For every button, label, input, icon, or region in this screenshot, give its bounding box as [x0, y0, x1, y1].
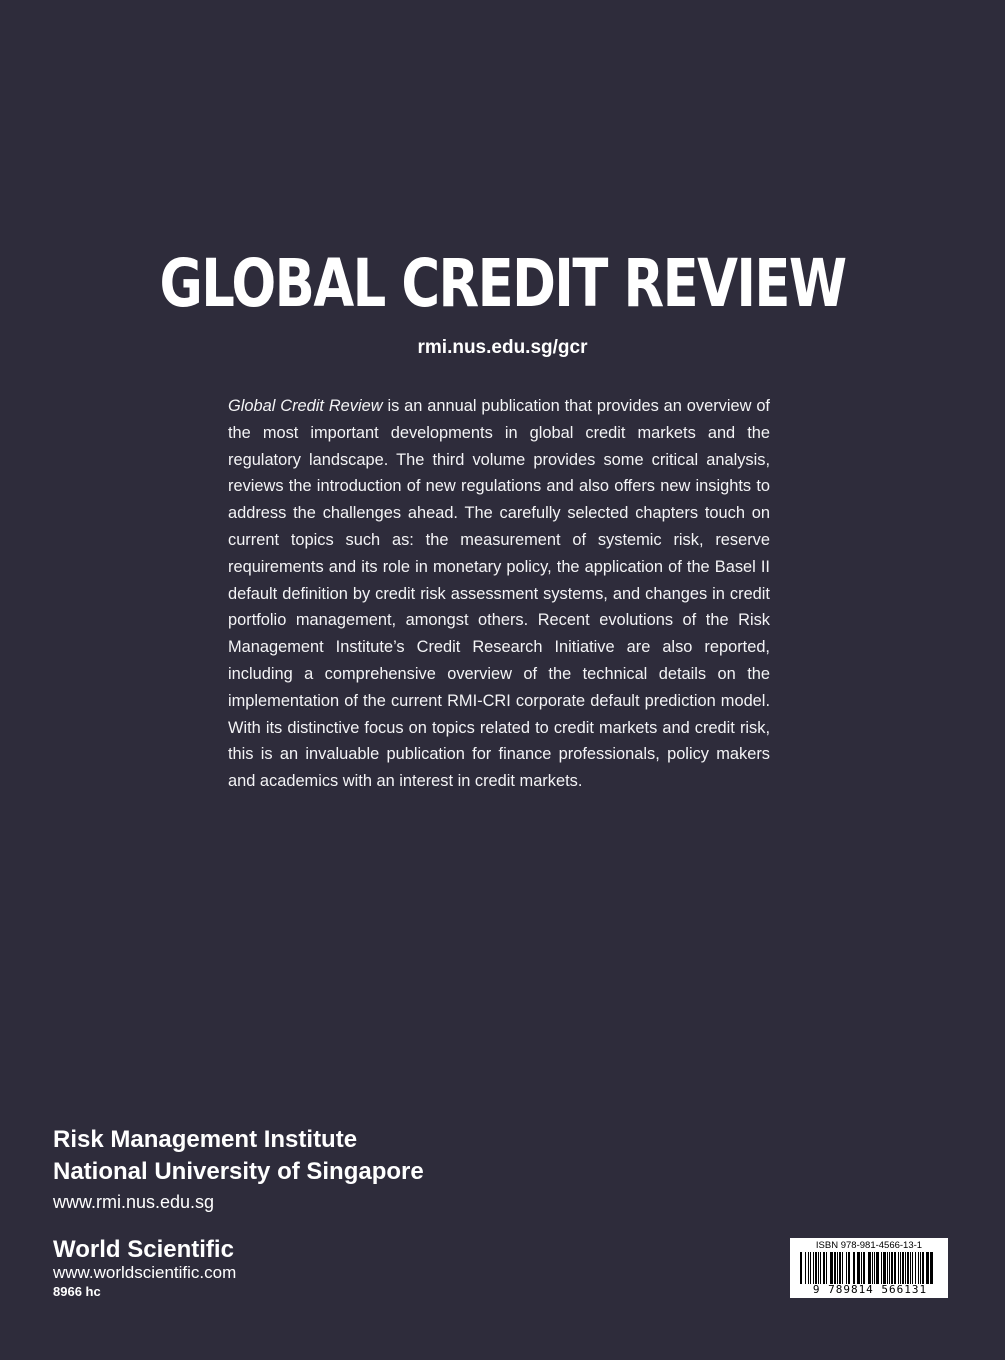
barcode-bar: [805, 1252, 806, 1284]
barcode-bar: [889, 1252, 890, 1284]
barcode-bar: [907, 1252, 909, 1284]
institute-line-1: Risk Management Institute: [53, 1126, 358, 1153]
barcode-bar: [839, 1252, 841, 1284]
barcode-bar: [823, 1252, 825, 1284]
barcode-bar: [837, 1252, 838, 1284]
barcode-bar: [872, 1252, 873, 1284]
barcode-bar: [848, 1252, 850, 1284]
book-description: [228, 393, 770, 795]
barcode-bar: [834, 1252, 836, 1284]
barcode-bar: [868, 1252, 871, 1284]
barcode-bar: [815, 1252, 817, 1284]
publisher-code: 8966 hc: [53, 1284, 101, 1299]
barcode-bar: [800, 1252, 802, 1284]
description-title-italic: Global Credit Review: [228, 397, 383, 415]
barcode-bar: [912, 1252, 913, 1284]
barcode-bar: [820, 1252, 821, 1284]
publisher-url: www.worldscientific.com: [53, 1263, 237, 1282]
barcode-bar: [898, 1252, 899, 1284]
barcode-bar: [918, 1252, 919, 1284]
barcode-bar: [881, 1252, 882, 1284]
barcode-bar: [874, 1252, 875, 1284]
isbn-barcode: [790, 1238, 948, 1298]
barcode-bar: [905, 1252, 906, 1284]
barcode-bar: [853, 1252, 855, 1284]
institute-url: www.rmi.nus.edu.sg: [53, 1192, 215, 1212]
barcode-bar: [810, 1252, 811, 1284]
journal-url: rmi.nus.edu.sg/gcr: [417, 337, 588, 358]
barcode-bar: [920, 1252, 921, 1284]
barcode-bar: [876, 1252, 879, 1284]
barcode-bar: [857, 1252, 860, 1284]
barcode-bar: [915, 1252, 916, 1284]
description-body: is an annual publication that provides an overview of the most important developments in global credit markets and the regulatory landscape. The third volume provides some critical analysis, reviews the introduction of new regulations and also offers new insights to address the challenges ahead. The carefully selected chapters touch on current topics such as: the measurement of systemic risk, reserve requirements and its role in monetary policy, the application of the Basel II default definition by credit risk assessment systems, and changes in credit portfolio management, amongst others. Recent evolutions of the Risk Management Institute’s Credit Research Initiative are also reported, including a comprehensive overview of the technical details on the implementation of the current RMI-CRI corporate default prediction model. With its distinctive focus on topics related to credit markets and credit risk, this is an invaluable publication for finance professionals, policy makers and academics with an interest in credit markets.: [228, 397, 770, 791]
barcode-bar: [818, 1252, 819, 1284]
barcode-bar: [902, 1252, 904, 1284]
barcode-bar: [894, 1252, 896, 1284]
barcode-bar: [930, 1252, 933, 1284]
barcode-bar: [926, 1252, 929, 1284]
barcode-bar: [830, 1252, 833, 1284]
barcode-bar: [861, 1252, 862, 1284]
book-title: GLOBAL CREDIT REVIEW: [159, 245, 846, 322]
barcode-bar: [846, 1252, 847, 1284]
isbn-label: ISBN 978-981-4566-13-1: [815, 1240, 923, 1251]
barcode-bars: [800, 1252, 938, 1284]
barcode-bar: [826, 1252, 827, 1284]
institute-name: [53, 1124, 424, 1188]
barcode-bar: [883, 1252, 886, 1284]
publisher-name: World Scientific: [53, 1236, 234, 1263]
barcode-bar: [842, 1252, 843, 1284]
barcode-bar: [813, 1252, 814, 1284]
barcode-bar: [900, 1252, 901, 1284]
barcode-bar: [808, 1252, 809, 1284]
barcode-bar: [863, 1252, 865, 1284]
barcode-bar: [910, 1252, 911, 1284]
barcode-bar: [891, 1252, 893, 1284]
barcode-bar: [887, 1252, 888, 1284]
barcode-digits: 9 789814 566131: [812, 1283, 928, 1296]
institute-line-2: National University of Singapore: [53, 1158, 424, 1185]
barcode-bar: [922, 1252, 924, 1284]
